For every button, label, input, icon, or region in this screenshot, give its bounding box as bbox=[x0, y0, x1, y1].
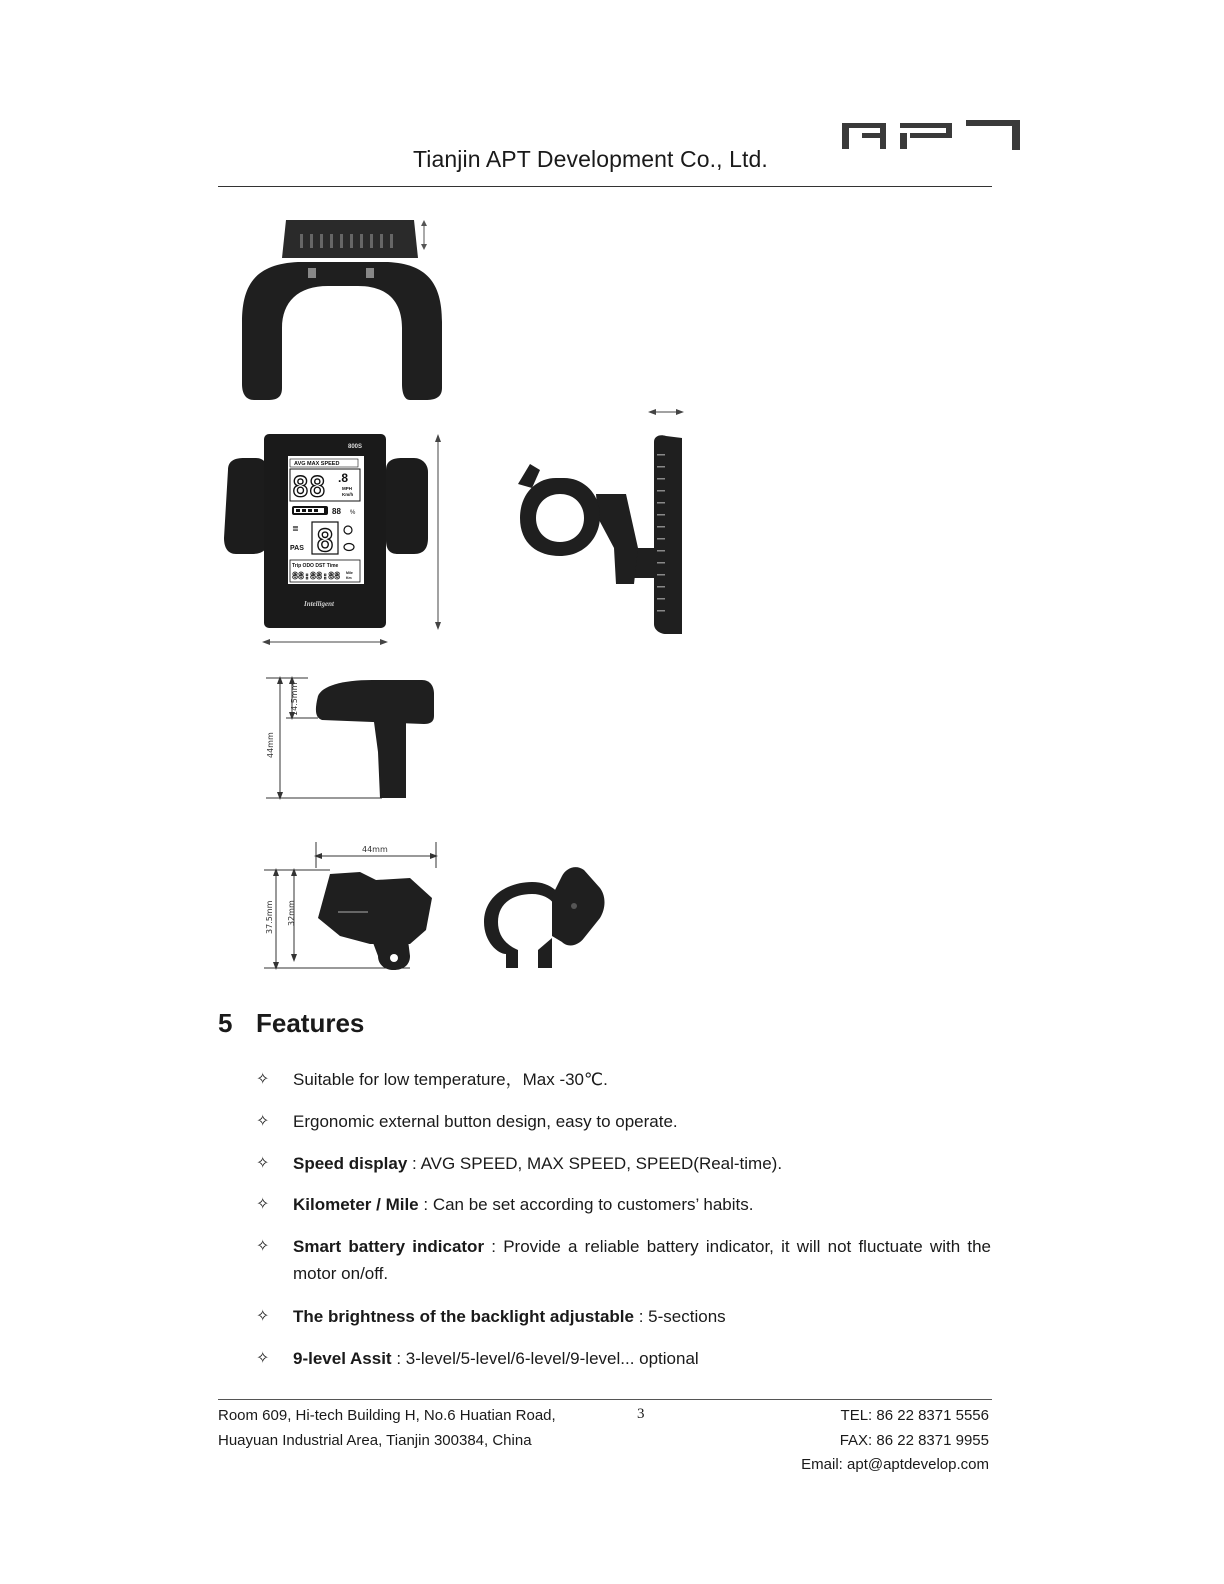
diamond-bullet-icon: ✧ bbox=[256, 1113, 270, 1130]
header-divider bbox=[218, 186, 992, 187]
unit-kmh: Km/h bbox=[342, 492, 354, 497]
diamond-bullet-icon: ✧ bbox=[256, 1196, 270, 1213]
brand-label: Intelligent bbox=[304, 600, 334, 608]
unit-mph: MPH bbox=[342, 486, 352, 491]
diamond-bullet-icon: ✧ bbox=[256, 1238, 270, 1255]
footer-address-line2: Huayuan Industrial Area, Tianjin 300384, China bbox=[218, 1432, 532, 1449]
feature-label: Kilometer / Mile bbox=[293, 1195, 419, 1214]
diamond-bullet-icon: ✧ bbox=[256, 1071, 270, 1088]
footer-fax: FAX: 86 22 8371 9955 bbox=[839, 1432, 989, 1449]
feature-text: AVG SPEED, MAX SPEED, SPEED(Real-time). bbox=[420, 1154, 783, 1173]
speed-decimal: .8 bbox=[338, 471, 349, 485]
footer-address-line1: Room 609, Hi-tech Building H, No.6 Huatian Road, bbox=[218, 1407, 556, 1424]
dim-side-height: 44mm bbox=[266, 732, 275, 758]
model-label: 800S bbox=[348, 444, 363, 450]
feature-text: Provide a reliable battery indicator, it will not fluctuate with the motor on/off. bbox=[293, 1237, 991, 1283]
dim-bottom-height-inner: 32mm bbox=[287, 900, 296, 926]
display-front-view bbox=[222, 430, 464, 655]
headlight-icon: ≣ bbox=[292, 524, 299, 533]
apt-logo bbox=[842, 120, 1020, 155]
display-side-dimension bbox=[262, 672, 447, 809]
display-bottom-dimension bbox=[260, 840, 445, 983]
dim-side-top: 14.5mm bbox=[290, 682, 299, 716]
diamond-bullet-icon: ✧ bbox=[256, 1308, 270, 1325]
speed-digits: 88 bbox=[292, 470, 326, 503]
feature-text: Can be set according to customers’ habits. bbox=[432, 1195, 754, 1214]
pas-label: PAS bbox=[290, 545, 304, 552]
footer-tel: TEL: 86 22 8371 5556 bbox=[840, 1407, 989, 1424]
diamond-bullet-icon: ✧ bbox=[256, 1155, 270, 1172]
bracket-top-view bbox=[238, 212, 448, 407]
feature-text: Suitable for low temperature，Max -30℃. bbox=[293, 1070, 608, 1089]
trip-unit-mile: Mile bbox=[346, 571, 353, 575]
feature-label: The brightness of the backlight adjustable bbox=[293, 1307, 634, 1326]
company-name: Tianjin APT Development Co., Ltd. bbox=[413, 146, 768, 172]
section-heading bbox=[218, 1008, 364, 1039]
section-number: 5 bbox=[218, 1008, 233, 1038]
clamp-end-view bbox=[480, 862, 610, 977]
footer-divider bbox=[218, 1399, 992, 1400]
feature-text: 3-level/5-level/6-level/9-level... optional bbox=[405, 1349, 699, 1368]
trip-labels: Trip ODO DST Time bbox=[292, 563, 339, 569]
feature-text: Ergonomic external button design, easy to operate. bbox=[293, 1112, 678, 1131]
avg-max-speed-label: AVG MAX SPEED bbox=[294, 461, 340, 467]
feature-item: ✧ Smart battery indicator : Provide a reliable battery indicator, it will not fluctuate with the motor on/off. bbox=[256, 1233, 991, 1287]
trip-digits: 88:88:88 bbox=[292, 571, 341, 582]
feature-item: ✧ Speed display : AVG SPEED, MAX SPEED, SPEED(Real-time). bbox=[256, 1150, 991, 1177]
feature-item bbox=[256, 1108, 991, 1135]
display-side-view bbox=[496, 398, 696, 643]
dim-bottom-width: 44mm bbox=[362, 845, 388, 854]
feature-item: ✧ Kilometer / Mile : Can be set according to customers’ habits. bbox=[256, 1191, 991, 1218]
battery-percent: 88 bbox=[332, 507, 341, 516]
feature-text: 5-sections bbox=[648, 1307, 726, 1326]
feature-item: ✧ The brightness of the backlight adjustable : 5-sections bbox=[256, 1303, 991, 1330]
feature-item bbox=[256, 1066, 991, 1093]
feature-label: Smart battery indicator bbox=[293, 1237, 485, 1256]
feature-label: 9-level Assit bbox=[293, 1349, 392, 1368]
page-number: 3 bbox=[637, 1406, 645, 1422]
pas-digit: 8 bbox=[316, 524, 335, 559]
section-title: Features bbox=[256, 1008, 365, 1038]
feature-item: ✧ 9-level Assit : 3-level/5-level/6-level/9-level... optional bbox=[256, 1345, 991, 1372]
percent-sign: % bbox=[350, 510, 356, 516]
footer-email[interactable]: Email: apt@aptdevelop.com bbox=[801, 1456, 989, 1473]
dim-bottom-height-outer: 37.5mm bbox=[265, 900, 274, 934]
feature-label: Speed display bbox=[293, 1154, 408, 1173]
trip-unit-km: Km bbox=[346, 576, 352, 580]
diamond-bullet-icon: ✧ bbox=[256, 1350, 270, 1367]
